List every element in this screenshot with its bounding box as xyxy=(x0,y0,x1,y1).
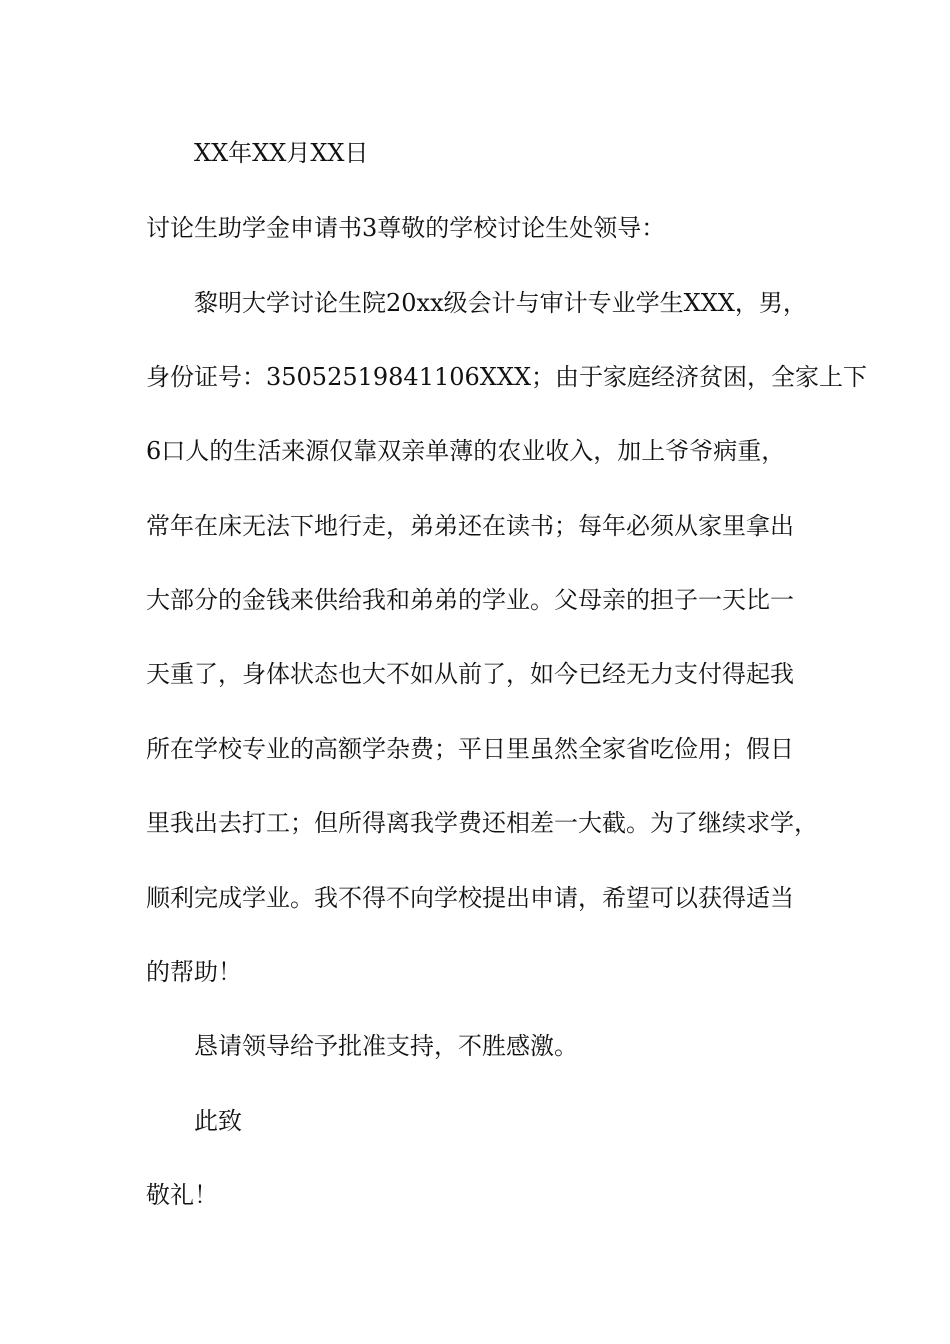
body-line-6: 天重了，身体状态也大不如从前了，如今已经无力支付得起我 xyxy=(146,660,794,688)
body-line-8: 里我出去打工；但所得离我学费还相差一大截。为了继续求学， xyxy=(146,809,818,837)
body-line-10: 的帮助！ xyxy=(146,958,242,986)
closing-line-1: 此致 xyxy=(194,1107,242,1135)
body-line-5: 大部分的金钱来供给我和弟弟的学业。父母亲的担子一天比一 xyxy=(146,586,794,614)
title-line: 讨论生助学金申请书3尊敬的学校讨论生处领导： xyxy=(146,214,666,242)
closing-line-2: 敬礼！ xyxy=(146,1181,218,1209)
body-line-4: 常年在床无法下地行走，弟弟还在读书；每年必须从家里拿出 xyxy=(146,512,794,540)
date-line: XX年XX月XX日 xyxy=(194,139,369,167)
body-line-3: 6口人的生活来源仅靠双亲单薄的农业收入，加上爷爷病重， xyxy=(146,437,786,465)
body-line-1: 黎明大学讨论生院20xx级会计与审计专业学生XXX，男， xyxy=(194,289,807,317)
request-line: 恳请领导给予批准支持，不胜感激。 xyxy=(194,1032,578,1060)
body-line-9: 顺利完成学业。我不得不向学校提出申请，希望可以获得适当 xyxy=(146,884,794,912)
body-line-2: 身份证号：35052519841106XXX；由于家庭经济贫困，全家上下 xyxy=(146,363,868,391)
body-line-7: 所在学校专业的高额学杂费；平日里虽然全家省吃俭用；假日 xyxy=(146,735,794,763)
